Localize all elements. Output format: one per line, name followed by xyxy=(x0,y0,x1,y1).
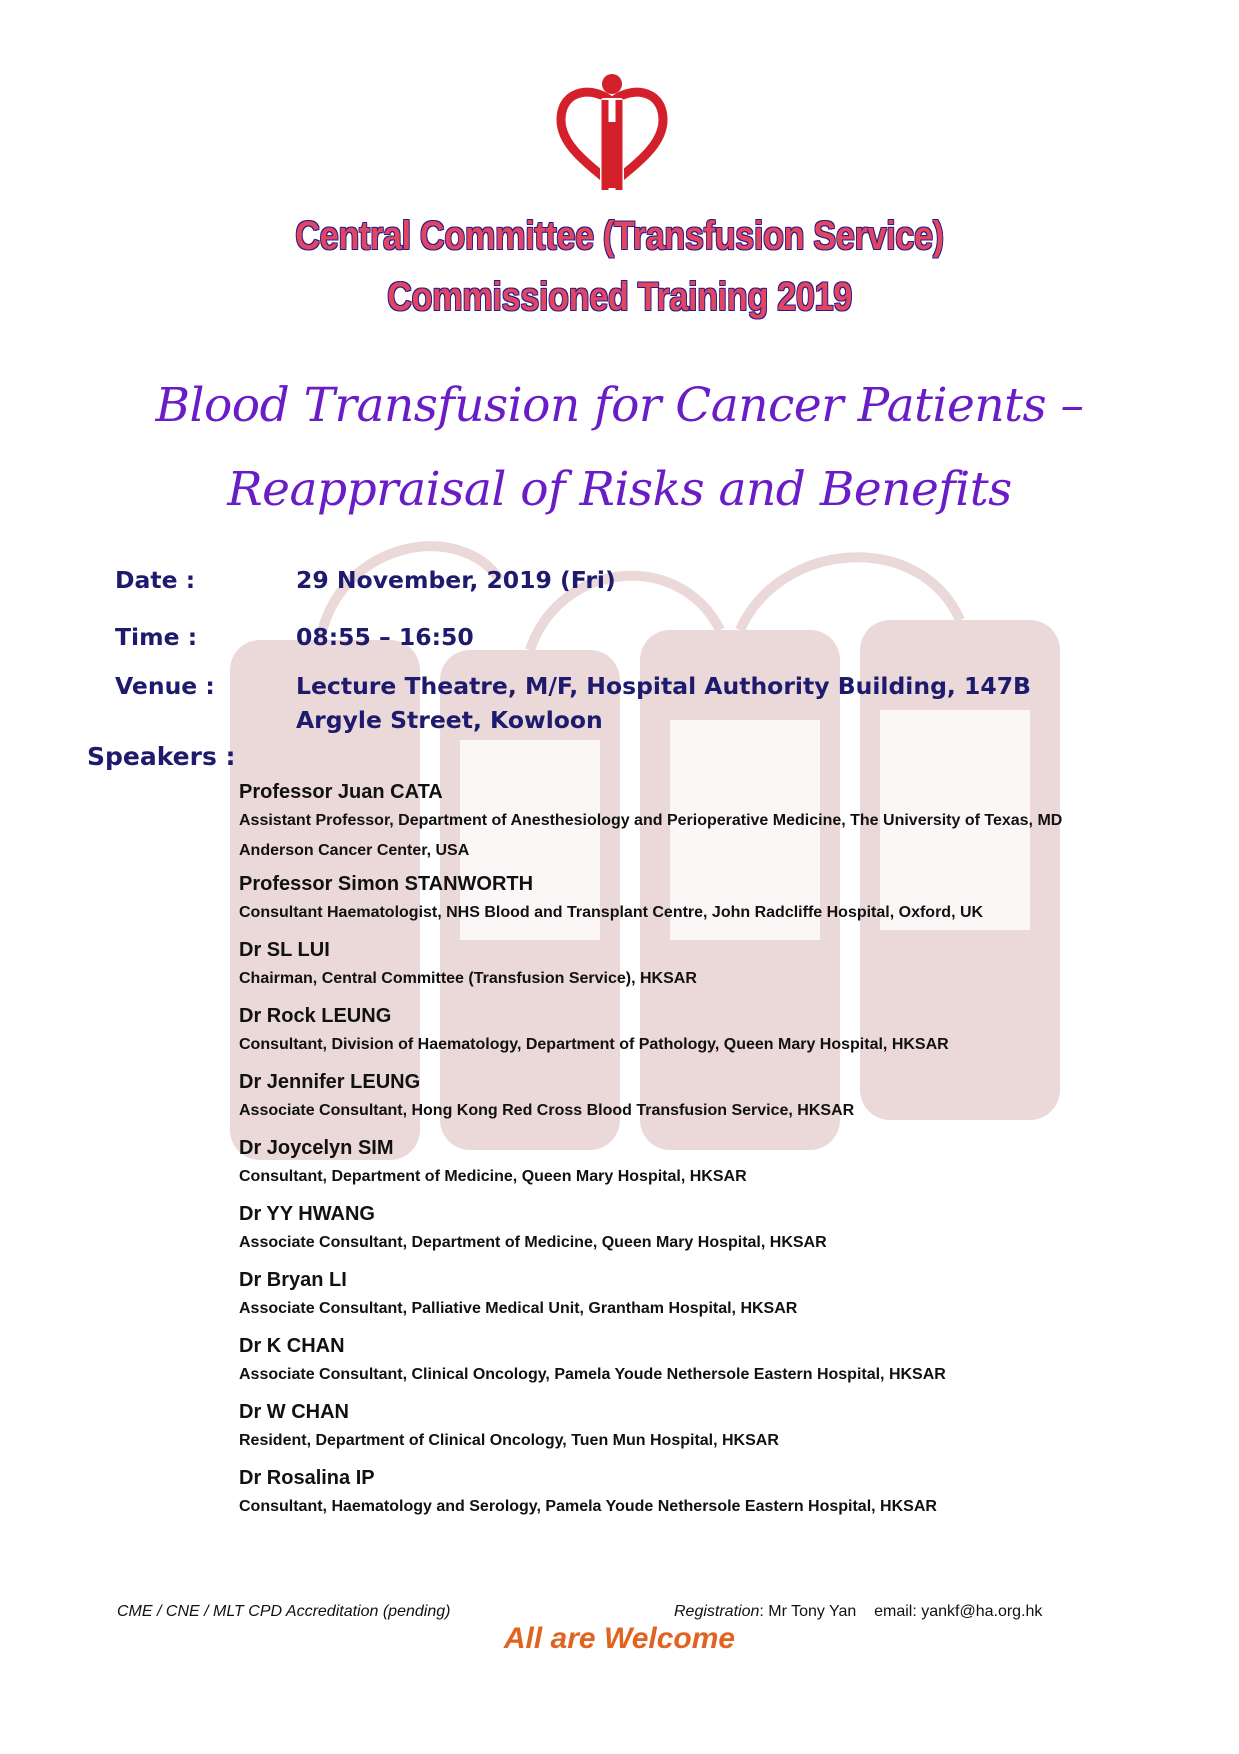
registration-info xyxy=(674,1603,1042,1621)
speaker-item xyxy=(239,936,1139,1002)
venue-value-line2: Argyle Street, Kowloon xyxy=(296,706,603,734)
speaker-name: Dr Rosalina IP xyxy=(239,1467,375,1489)
speaker-name: Dr W CHAN xyxy=(239,1401,349,1423)
speaker-name: Dr SL LUI xyxy=(239,939,330,961)
speaker-name: Dr YY HWANG xyxy=(239,1203,375,1225)
speaker-description: Associate Consultant, Clinical Oncology, Pamela Youde Nethersole Eastern Hospital, HKSAR xyxy=(239,1366,946,1383)
registration-contact: : Mr Tony Yan email: yankf@ha.org.hk xyxy=(759,1603,1043,1620)
event-title-line1: Blood Transfusion for Cancer Patients – xyxy=(155,378,1084,433)
date-value: 29 November, 2019 (Fri) xyxy=(296,566,616,594)
time-value: 08:55 – 16:50 xyxy=(296,623,474,651)
speaker-item xyxy=(239,778,1139,870)
speaker-name: Dr Rock LEUNG xyxy=(239,1005,392,1027)
speakers-list xyxy=(239,778,1139,1530)
speaker-item xyxy=(239,870,1139,936)
venue-value-line1: Lecture Theatre, M/F, Hospital Authority Building, 147B xyxy=(296,672,1031,700)
date-label: Date : xyxy=(115,566,196,594)
speaker-description: Associate Consultant, Department of Medicine, Queen Mary Hospital, HKSAR xyxy=(239,1234,827,1251)
speaker-name: Dr K CHAN xyxy=(239,1335,345,1357)
speaker-item xyxy=(239,1398,1139,1464)
speaker-description: Consultant Haematologist, NHS Blood and Transplant Centre, John Radcliffe Hospital, Oxford, UK xyxy=(239,904,984,921)
welcome-message: All are Welcome xyxy=(503,1622,736,1655)
speaker-description: Consultant, Department of Medicine, Queen Mary Hospital, HKSAR xyxy=(239,1168,747,1185)
registration-label: Registration xyxy=(674,1603,760,1620)
speaker-description: Chairman, Central Committee (Transfusion Service), HKSAR xyxy=(239,970,697,987)
hospital-authority-logo xyxy=(555,72,675,197)
speaker-description: Resident, Department of Clinical Oncology, Tuen Mun Hospital, HKSAR xyxy=(239,1432,779,1449)
speakers-heading: Speakers : xyxy=(87,742,236,771)
accreditation-note: CME / CNE / MLT CPD Accreditation (pending) xyxy=(117,1603,451,1620)
speaker-item xyxy=(239,1332,1139,1398)
venue-label: Venue : xyxy=(115,672,215,700)
speaker-name: Dr Bryan LI xyxy=(239,1269,347,1291)
speaker-item xyxy=(239,1200,1139,1266)
speaker-description: Consultant, Division of Haematology, Department of Pathology, Queen Mary Hospital, HKSAR xyxy=(239,1036,949,1053)
event-title-line2: Reappraisal of Risks and Benefits xyxy=(227,462,1012,517)
committee-heading: Central Committee (Transfusion Service) xyxy=(295,214,944,258)
speaker-item xyxy=(239,1266,1139,1332)
speaker-name: Professor Juan CATA xyxy=(239,781,443,803)
speaker-item xyxy=(239,1464,1139,1530)
speaker-name: Dr Jennifer LEUNG xyxy=(239,1071,421,1093)
speaker-description: Assistant Professor, Department of Anesthesiology and Perioperative Medicine, The University of Texas, MD Anderson Cancer Center, USA xyxy=(239,812,1063,859)
speaker-item xyxy=(239,1068,1139,1134)
speaker-description: Consultant, Haematology and Serology, Pamela Youde Nethersole Eastern Hospital, HKSAR xyxy=(239,1498,937,1515)
training-heading: Commissioned Training 2019 xyxy=(387,275,852,319)
speaker-description: Associate Consultant, Palliative Medical Unit, Grantham Hospital, HKSAR xyxy=(239,1300,798,1317)
speaker-name: Professor Simon STANWORTH xyxy=(239,873,534,895)
speaker-name: Dr Joycelyn SIM xyxy=(239,1137,394,1159)
time-label: Time : xyxy=(115,623,198,651)
speaker-item xyxy=(239,1002,1139,1068)
speaker-item xyxy=(239,1134,1139,1200)
speaker-description: Associate Consultant, Hong Kong Red Cross Blood Transfusion Service, HKSAR xyxy=(239,1102,855,1119)
